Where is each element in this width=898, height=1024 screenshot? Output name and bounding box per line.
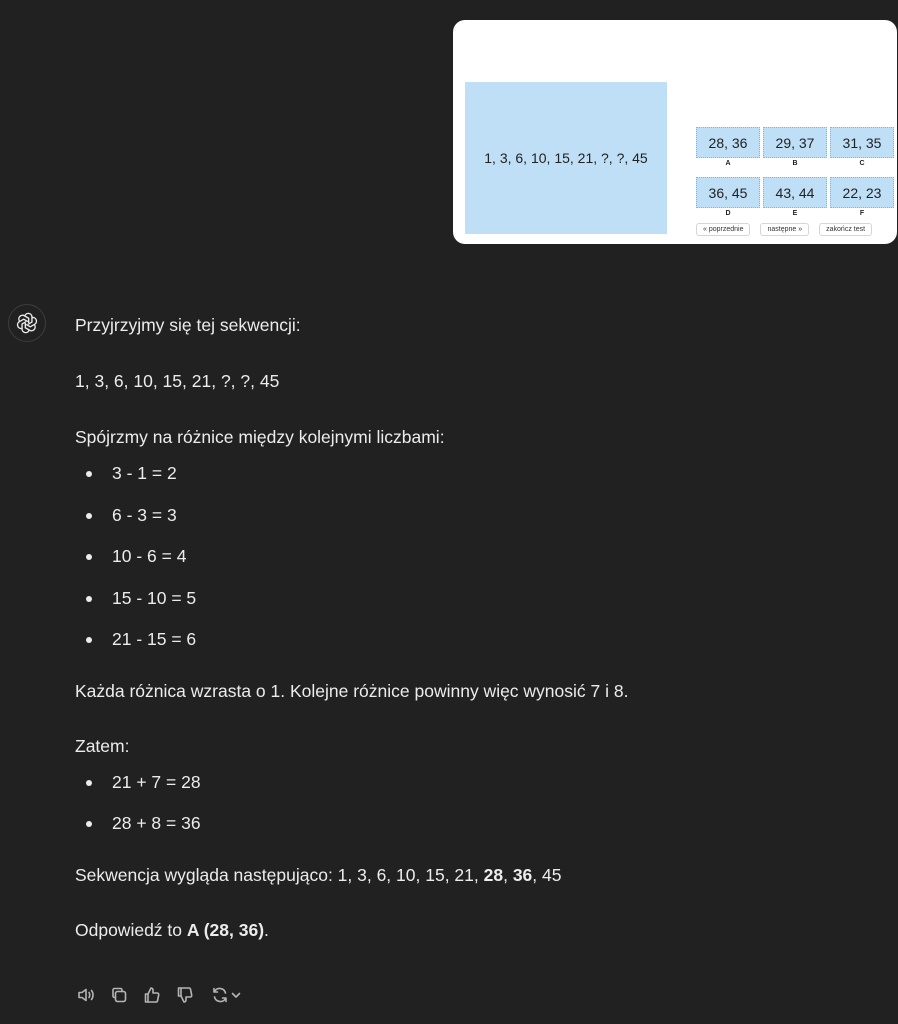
next-button: następne »	[760, 223, 809, 236]
steps-list	[75, 769, 875, 852]
option-letter: D	[725, 210, 731, 217]
thumbs-down-icon	[175, 985, 195, 1005]
option-letter: A	[725, 160, 731, 167]
list-item: 28 + 8 = 36	[75, 810, 875, 852]
option-letter: F	[859, 210, 865, 217]
result-text: Sekwencja wygląda następująco: 1, 3, 6, 10, 15, 21, 28, 36, 45	[75, 864, 562, 885]
read-aloud-icon	[76, 985, 96, 1005]
thumbs-down-button[interactable]	[175, 985, 195, 1005]
option-e	[763, 177, 827, 221]
answer-text: Odpowiedź to A (28, 36).	[75, 919, 269, 940]
assistant-logo-icon	[16, 312, 38, 334]
copy-button[interactable]	[109, 985, 129, 1005]
assistant-message	[75, 312, 875, 943]
option-letter: C	[859, 160, 865, 167]
option-letter: E	[792, 210, 798, 217]
chevron-down-icon	[230, 989, 242, 1001]
list-item: 3 - 1 = 2	[75, 460, 875, 502]
sequence-text: 1, 3, 6, 10, 15, 21, ?, ?, 45	[75, 371, 280, 391]
list-item: 21 + 7 = 28	[75, 769, 875, 811]
thumbs-up-icon	[142, 985, 162, 1005]
message-actions	[76, 985, 244, 1005]
read-aloud-button[interactable]	[76, 985, 96, 1005]
option-value: 43, 44	[763, 177, 827, 208]
differences-list	[75, 460, 875, 668]
option-value: 22, 23	[830, 177, 894, 208]
option-value: 29, 37	[763, 127, 827, 158]
pattern-text: Każda różnica wzrasta o 1. Kolejne różnice powinny więc wynosić 7 i 8.	[75, 680, 629, 701]
option-value: 28, 36	[696, 127, 760, 158]
differences-intro: Spójrzmy na różnice między kolejnymi liczbami:	[75, 427, 445, 447]
regenerate-icon	[210, 985, 230, 1005]
option-d	[696, 177, 760, 221]
list-item: 6 - 3 = 3	[75, 502, 875, 544]
option-value: 31, 35	[830, 127, 894, 158]
therefore-text: Zatem:	[75, 735, 130, 756]
option-f	[830, 177, 894, 221]
list-item: 15 - 10 = 5	[75, 585, 875, 627]
intro-text: Przyjrzyjmy się tej sekwencji:	[75, 315, 301, 335]
assistant-avatar	[8, 304, 46, 342]
thumbs-up-button[interactable]	[142, 985, 162, 1005]
previous-button: « poprzednie	[696, 223, 750, 236]
copy-icon	[109, 985, 129, 1005]
list-item: 21 - 15 = 6	[75, 626, 875, 668]
answer-options	[696, 127, 896, 221]
option-value: 36, 45	[696, 177, 760, 208]
option-letter: B	[792, 160, 798, 167]
regenerate-button[interactable]	[208, 985, 244, 1005]
sequence-box	[465, 82, 667, 234]
option-b	[763, 127, 827, 171]
uploaded-image[interactable]	[453, 20, 897, 244]
sequence-text: 1, 3, 6, 10, 15, 21, ?, ?, 45	[484, 150, 648, 166]
quiz-navigation	[696, 223, 872, 236]
finish-test-button: zakończ test	[819, 223, 872, 236]
option-c	[830, 127, 894, 171]
option-a	[696, 127, 760, 171]
list-item: 10 - 6 = 4	[75, 543, 875, 585]
